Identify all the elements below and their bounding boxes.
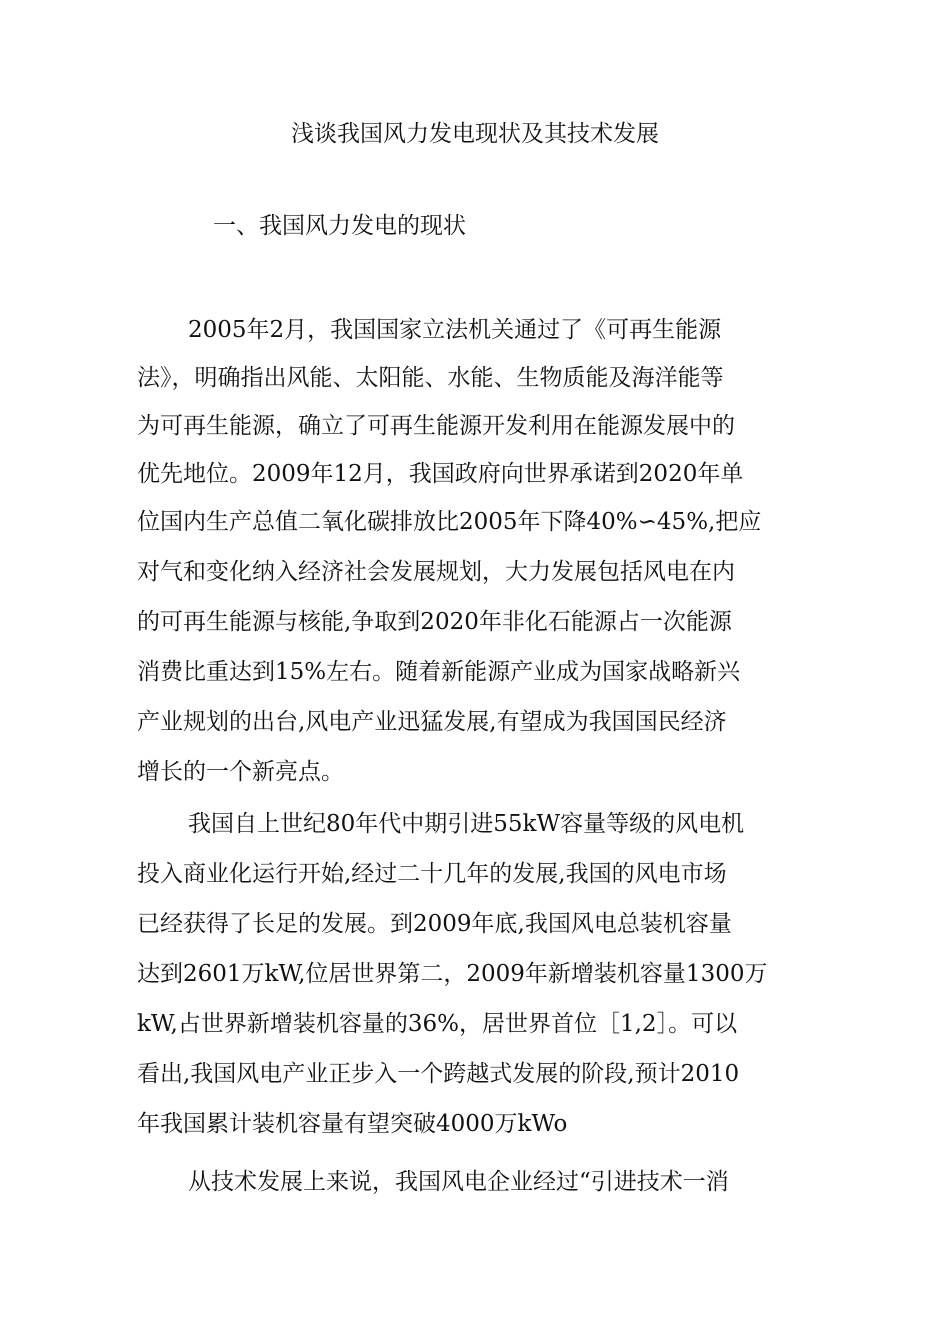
paragraph-line: 已经获得了长足的发展。到2009年底,我国风电总装机容量 xyxy=(137,911,732,937)
document-title: 浅谈我国风力发电现状及其技术发展 xyxy=(291,121,659,147)
paragraph-line: 我国自上世纪80年代中期引进55kW容量等级的风电机 xyxy=(188,811,745,837)
paragraph-line: 为可再生能源，确立了可再生能源开发利用在能源发展中的 xyxy=(137,413,735,439)
paragraph-line: 对气和变化纳入经济社会发展规划，大力发展包括风电在内 xyxy=(137,559,735,585)
paragraph-line: 年我国累计装机容量有望突破4000万kWo xyxy=(137,1111,568,1137)
paragraph-line: 法》，明确指出风能、太阳能、水能、生物质能及海洋能等 xyxy=(137,365,724,391)
paragraph-line: 2005年2月，我国国家立法机关通过了《可再生能源 xyxy=(188,317,722,343)
paragraph-line: 消费比重达到15%左右。随着新能源产业成为国家战略新兴 xyxy=(137,659,741,685)
paragraph-line: 达到2601万kW,位居世界第二，2009年新增装机容量1300万 xyxy=(137,961,768,987)
paragraph-line: kW,占世界新增装机容量的36%，居世界首位［1,2］。可以 xyxy=(137,1011,738,1037)
paragraph-line: 优先地位。2009年12月，我国政府向世界承诺到2020年单 xyxy=(137,461,744,487)
paragraph-line: 位国内生产总值二氧化碳排放比2005年下降40%∽45%,把应 xyxy=(137,509,762,535)
paragraph-line: 看出,我国风电产业正步入一个跨越式发展的阶段,预计2010 xyxy=(137,1061,740,1087)
paragraph-line: 产业规划的出台,风电产业迅猛发展,有望成为我国国民经济 xyxy=(137,709,727,735)
paragraph-line: 从技术发展上来说，我国风电企业经过“引进技术一消 xyxy=(188,1169,729,1195)
paragraph-line: 投入商业化运行开始,经过二十几年的发展,我国的风电市场 xyxy=(137,861,727,887)
paragraph-line: 的可再生能源与核能,争取到2020年非化石能源占一次能源 xyxy=(137,609,732,635)
paragraph-line: 增长的一个新亮点。 xyxy=(137,759,344,785)
section-heading: 一、我国风力发电的现状 xyxy=(213,213,466,239)
